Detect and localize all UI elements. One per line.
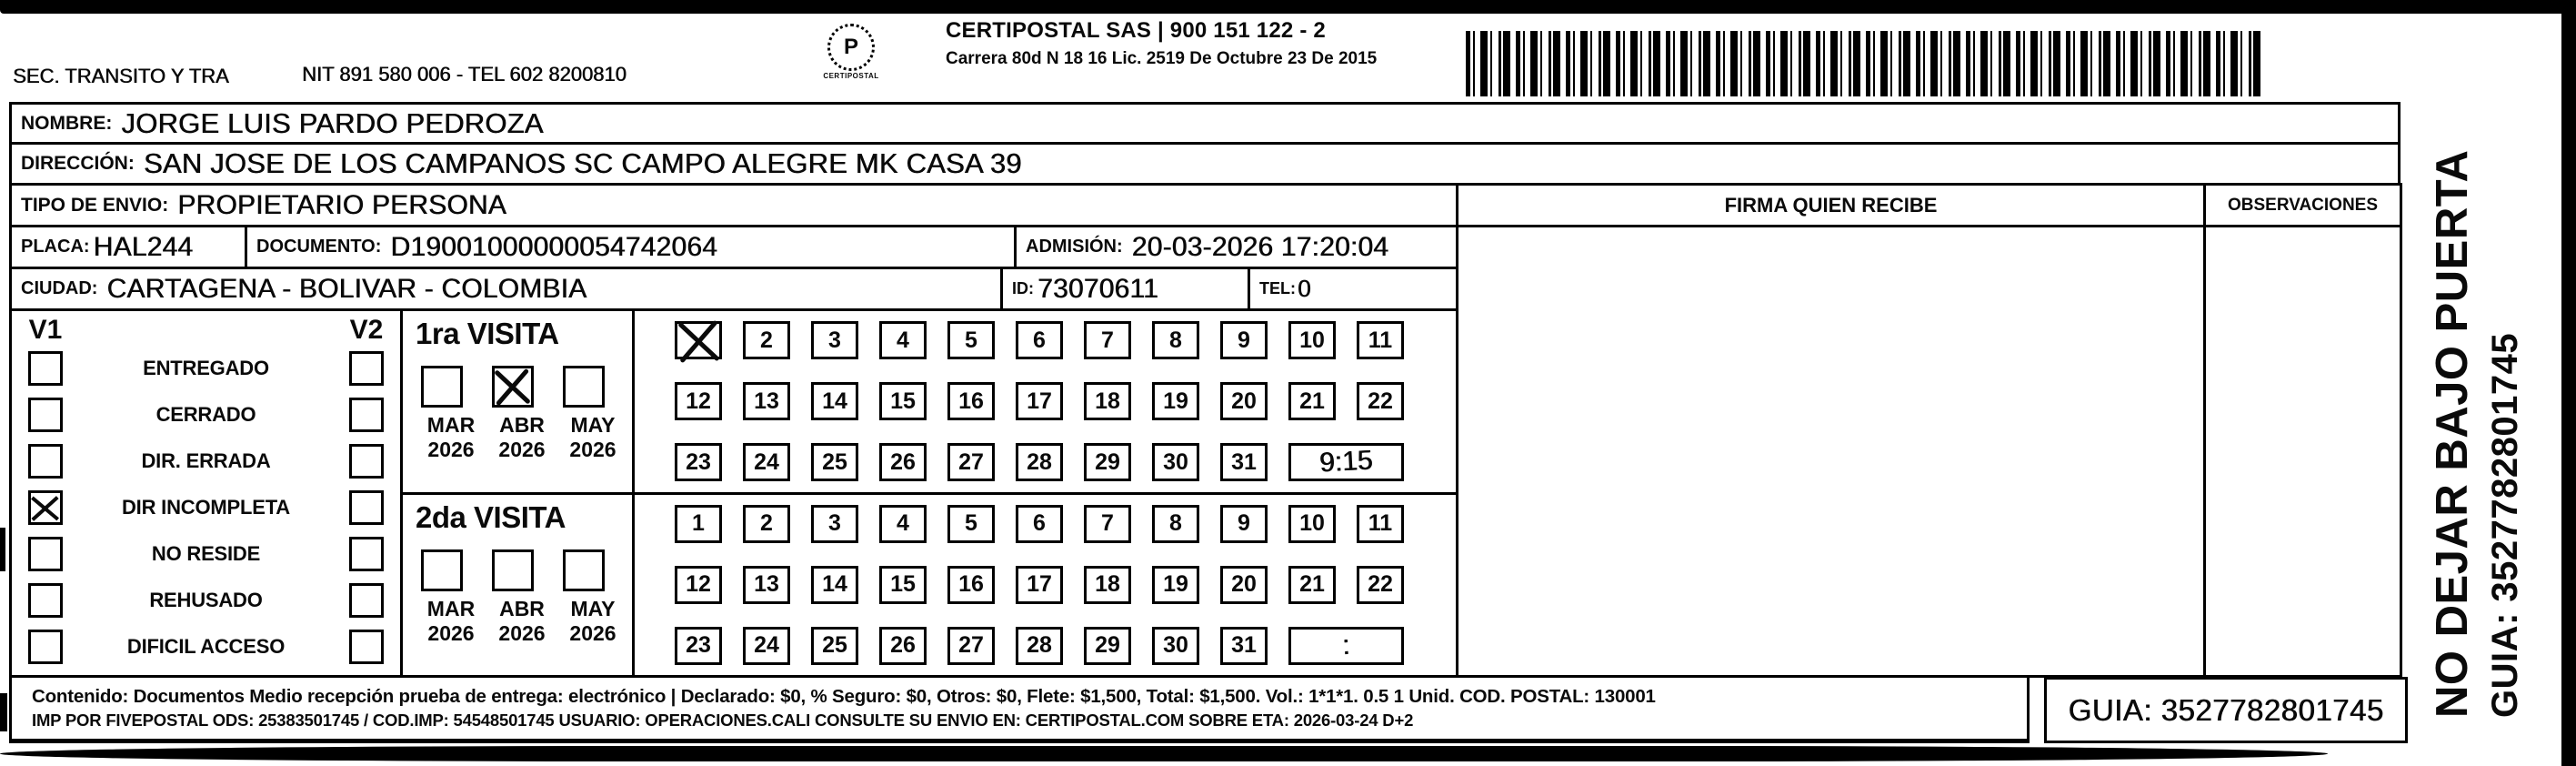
day-box-28: 28: [1016, 627, 1063, 665]
admision-label: ADMISIÓN:: [1026, 237, 1123, 257]
day-box-18: 18: [1084, 566, 1131, 604]
visit2-month-labels: [416, 597, 632, 621]
admision-value: 20-03-2026 17:20:04: [1131, 231, 1389, 262]
status-options: [25, 348, 387, 664]
visit1-month-labels: [416, 413, 632, 438]
status-option-label: NO RESIDE: [151, 542, 261, 565]
day-box-29: 29: [1084, 627, 1131, 665]
documento-cell: [245, 225, 1017, 269]
observaciones-body-cell: [2203, 225, 2402, 678]
day-box-11: 11: [1357, 321, 1404, 359]
day-box-27: 27: [947, 443, 995, 481]
day-box-8: 8: [1152, 505, 1199, 543]
time-box: [1288, 443, 1404, 481]
visit1-year-labels: [416, 438, 632, 462]
day-box-18: 18: [1084, 382, 1131, 420]
visit1-month-boxes: [421, 366, 632, 408]
day-box-1: 1: [675, 505, 722, 543]
id-cell: [1000, 267, 1250, 311]
visit1-day-grid: [635, 311, 1456, 495]
v1-checkbox-entregado: [28, 351, 63, 386]
day-box-5: 5: [947, 505, 995, 543]
scan-edge-bottom: [0, 746, 2328, 761]
visit2-year-labels: [416, 621, 632, 646]
id-value: 73070611: [1037, 273, 1158, 304]
nombre-row: [9, 102, 2401, 145]
day-box-19: 19: [1152, 566, 1199, 604]
v1-checkbox-dir-errada: [28, 444, 63, 479]
v2-column-header: V2: [349, 315, 384, 345]
day-box-12: 12: [675, 382, 722, 420]
day-box-26: 26: [879, 627, 927, 665]
day-box-7: 7: [1084, 505, 1131, 543]
month-checkbox-may: [563, 549, 605, 591]
guia-number-cell: [2044, 677, 2408, 743]
day-box-22: 22: [1357, 382, 1404, 420]
status-row-cerrado: [25, 398, 387, 432]
tipo-envio-value: PROPIETARIO PERSONA: [177, 189, 506, 220]
observaciones-header: OBSERVACIONES: [2227, 195, 2379, 215]
year-label: 2026: [427, 620, 475, 645]
tel-label: TEL:: [1259, 279, 1296, 297]
day-box-19: 19: [1152, 382, 1199, 420]
day-box-13: 13: [743, 566, 790, 604]
day-box-24: 24: [743, 627, 790, 665]
shipment-details-line2: IMP POR FIVEPOSTAL ODS: 25383501745 / COD.IMP: 54548501745 USUARIO: OPERACIONES.CALI CONSULTE SU ENVIO EN: CERTIPOSTAL.COM SOBRE ETA: 2026-03-24 D+2: [32, 711, 1414, 730]
v1-checkbox-cerrado: [28, 398, 63, 432]
time-box: [1288, 627, 1404, 665]
ciudad-value: CARTAGENA - BOLIVAR - COLOMBIA: [106, 273, 587, 304]
shipment-details-cell: [9, 675, 2030, 743]
day-box-12: 12: [675, 566, 722, 604]
ciudad-cell: [9, 267, 1003, 311]
day-box-3: 3: [811, 505, 858, 543]
documento-value: D19001000000054742064: [390, 231, 717, 262]
status-row-rehusado: [25, 583, 387, 618]
month-checkbox-mar: [421, 366, 463, 408]
day-box-6: 6: [1016, 505, 1063, 543]
day-box-25: 25: [811, 443, 858, 481]
day-box-28: 28: [1016, 443, 1063, 481]
placa-value: HAL244: [93, 231, 194, 262]
day-box-3: 3: [811, 321, 858, 359]
day-box-9: 9: [1220, 505, 1268, 543]
direccion-label: DIRECCIÓN:: [21, 153, 135, 174]
day-box-9: 9: [1220, 321, 1268, 359]
day-box-21: 21: [1288, 382, 1336, 420]
status-row-entregado: [25, 351, 387, 386]
day-box-20: 20: [1220, 566, 1268, 604]
visit2-month-boxes: [421, 549, 632, 591]
day-box-8: 8: [1152, 321, 1199, 359]
month-label: MAY: [570, 596, 616, 620]
visit1-title: 1ra VISITA: [416, 317, 559, 350]
certipostal-logo-caption: CERTIPOSTAL: [823, 72, 879, 80]
day-box-10: 10: [1288, 505, 1336, 543]
firma-body-cell: [1456, 225, 2206, 678]
company-address-line: Carrera 80d N 18 16 Lic. 2519 De Octubre 23 De 2015: [946, 49, 1378, 68]
day-box-15: 15: [879, 382, 927, 420]
certipostal-logo-icon: P: [827, 24, 875, 71]
scan-artifact: [0, 528, 5, 571]
day-box-17: 17: [1016, 382, 1063, 420]
status-option-label: DIFICIL ACCESO: [126, 635, 286, 658]
v1-checkbox-dir-incompleta: [28, 490, 63, 525]
status-option-label: DIR. ERRADA: [141, 449, 271, 472]
day-box-30: 30: [1152, 443, 1199, 481]
firma-header-cell: [1456, 183, 2206, 227]
day-box-7: 7: [1084, 321, 1131, 359]
sender-org-line1: SEC. TRANSITO Y TRA: [13, 65, 229, 87]
tel-cell: [1248, 267, 1458, 311]
company-block: [946, 18, 1377, 69]
status-option-label: CERRADO: [155, 403, 256, 426]
year-label: 2026: [498, 620, 546, 645]
direccion-row: [9, 142, 2401, 186]
day-box-2: 2: [743, 505, 790, 543]
status-option-label: DIR INCOMPLETA: [121, 496, 290, 519]
delivery-status-panel: [9, 308, 403, 678]
status-row-no-reside: [25, 537, 387, 571]
ciudad-label: CIUDAD:: [21, 278, 98, 298]
day-box-24: 24: [743, 443, 790, 481]
day-box-21: 21: [1288, 566, 1336, 604]
month-label: MAR: [426, 413, 476, 437]
day-box-16: 16: [947, 382, 995, 420]
day-box-15: 15: [879, 566, 927, 604]
nombre-value: JORGE LUIS PARDO PEDROZA: [121, 106, 544, 139]
v1-column-header: V1: [28, 315, 63, 345]
year-label: 2026: [569, 620, 616, 645]
visit2-month-section: [403, 495, 632, 676]
day-box-14: 14: [811, 382, 858, 420]
direccion-value: SAN JOSE DE LOS CAMPANOS SC CAMPO ALEGRE MK CASA 39: [143, 147, 1022, 179]
day-box-17: 17: [1016, 566, 1063, 604]
v2-checkbox-rehusado: [349, 583, 384, 618]
month-label: MAY: [570, 413, 616, 437]
shipment-details-line1: Contenido: Documentos Medio recepción prueba de entrega: electrónico | Declarado: $0, % Seguro: $0, Otros: $0, Flete: $1,500, Total: $1,500. Vol.: 1*1*1. 0.5 1 Unid. COD. POSTAL: 130001: [32, 686, 1656, 707]
v2-checkbox-dir-errada: [349, 444, 384, 479]
day-box-4: 4: [879, 505, 927, 543]
month-checkbox-abr: [492, 366, 534, 408]
certipostal-logo: [819, 24, 883, 80]
day-box-23: 23: [675, 443, 722, 481]
day-box-27: 27: [947, 627, 995, 665]
visit-days-panel: [632, 308, 1458, 678]
no-dejar-bajo-puerta-warning: NO DEJAR BAJO PUERTA: [2427, 149, 2477, 718]
visit1-month-section: [403, 311, 632, 495]
admision-cell: [1014, 225, 1458, 269]
time-value: 9:15: [1318, 445, 1374, 479]
day-box-22: 22: [1357, 566, 1404, 604]
day-box-5: 5: [947, 321, 995, 359]
day-box-4: 4: [879, 321, 927, 359]
day-box-16: 16: [947, 566, 995, 604]
v2-checkbox-entregado: [349, 351, 384, 386]
visit-month-panel: [400, 308, 635, 678]
day-box-11: 11: [1357, 505, 1404, 543]
day-box-1: [675, 321, 722, 359]
status-row-dir-errada: [25, 444, 387, 479]
time-value: :: [1341, 630, 1351, 660]
day-box-10: 10: [1288, 321, 1336, 359]
status-row-dir-incompleta: [25, 490, 387, 525]
v2-checkbox-no-reside: [349, 537, 384, 571]
company-name-line: CERTIPOSTAL SAS | 900 151 122 - 2: [946, 18, 1326, 43]
day-box-31: 31: [1220, 627, 1268, 665]
documento-label: DOCUMENTO:: [256, 237, 382, 257]
status-option-label: ENTREGADO: [143, 357, 269, 379]
day-box-2: 2: [743, 321, 790, 359]
v1-checkbox-rehusado: [28, 583, 63, 618]
year-label: 2026: [427, 438, 475, 461]
month-label: ABR: [499, 596, 545, 620]
month-checkbox-may: [563, 366, 605, 408]
rotated-sidebar: [2391, 96, 2561, 732]
placa-label: PLACA:: [21, 237, 90, 257]
tel-value: 0: [1298, 275, 1311, 302]
sidebar-guia-number: GUIA: 3527782801745: [2484, 332, 2525, 718]
status-row-dificil-acceso: [25, 630, 387, 664]
day-box-26: 26: [879, 443, 927, 481]
day-box-29: 29: [1084, 443, 1131, 481]
barcode: [1466, 31, 2264, 96]
id-label: ID:: [1012, 279, 1034, 297]
status-option-label: REHUSADO: [149, 589, 263, 611]
scan-edge-top: [0, 0, 2576, 14]
tipo-envio-label: TIPO DE ENVIO:: [21, 194, 169, 216]
day-box-13: 13: [743, 382, 790, 420]
year-label: 2026: [569, 438, 616, 461]
firma-header: FIRMA QUIEN RECIBE: [1724, 193, 1938, 217]
scan-edge-right: [2561, 0, 2576, 766]
sender-nit-line: NIT 891 580 006 - TEL 602 8200810: [302, 63, 626, 86]
day-box-25: 25: [811, 627, 858, 665]
tipo-envio-cell: [9, 183, 1458, 227]
v2-checkbox-dir-incompleta: [349, 490, 384, 525]
visit2-title: 2da VISITA: [416, 499, 566, 534]
v2-checkbox-dificil-acceso: [349, 630, 384, 664]
v2-checkbox-cerrado: [349, 398, 384, 432]
nombre-label: NOMBRE:: [21, 112, 113, 134]
placa-cell: [9, 225, 247, 269]
v1-checkbox-no-reside: [28, 537, 63, 571]
month-checkbox-mar: [421, 549, 463, 591]
day-box-23: 23: [675, 627, 722, 665]
guia-number: GUIA: 3527782801745: [2068, 692, 2384, 727]
month-checkbox-abr: [492, 549, 534, 591]
year-label: 2026: [498, 438, 546, 461]
observaciones-header-cell: [2203, 183, 2402, 227]
visit2-day-grid: [635, 495, 1456, 676]
scan-artifact: [0, 693, 7, 731]
v1-checkbox-dificil-acceso: [28, 630, 63, 664]
day-box-14: 14: [811, 566, 858, 604]
day-box-20: 20: [1220, 382, 1268, 420]
day-box-6: 6: [1016, 321, 1063, 359]
month-label: MAR: [426, 596, 476, 620]
day-box-31: 31: [1220, 443, 1268, 481]
day-box-30: 30: [1152, 627, 1199, 665]
month-label: ABR: [499, 413, 545, 437]
